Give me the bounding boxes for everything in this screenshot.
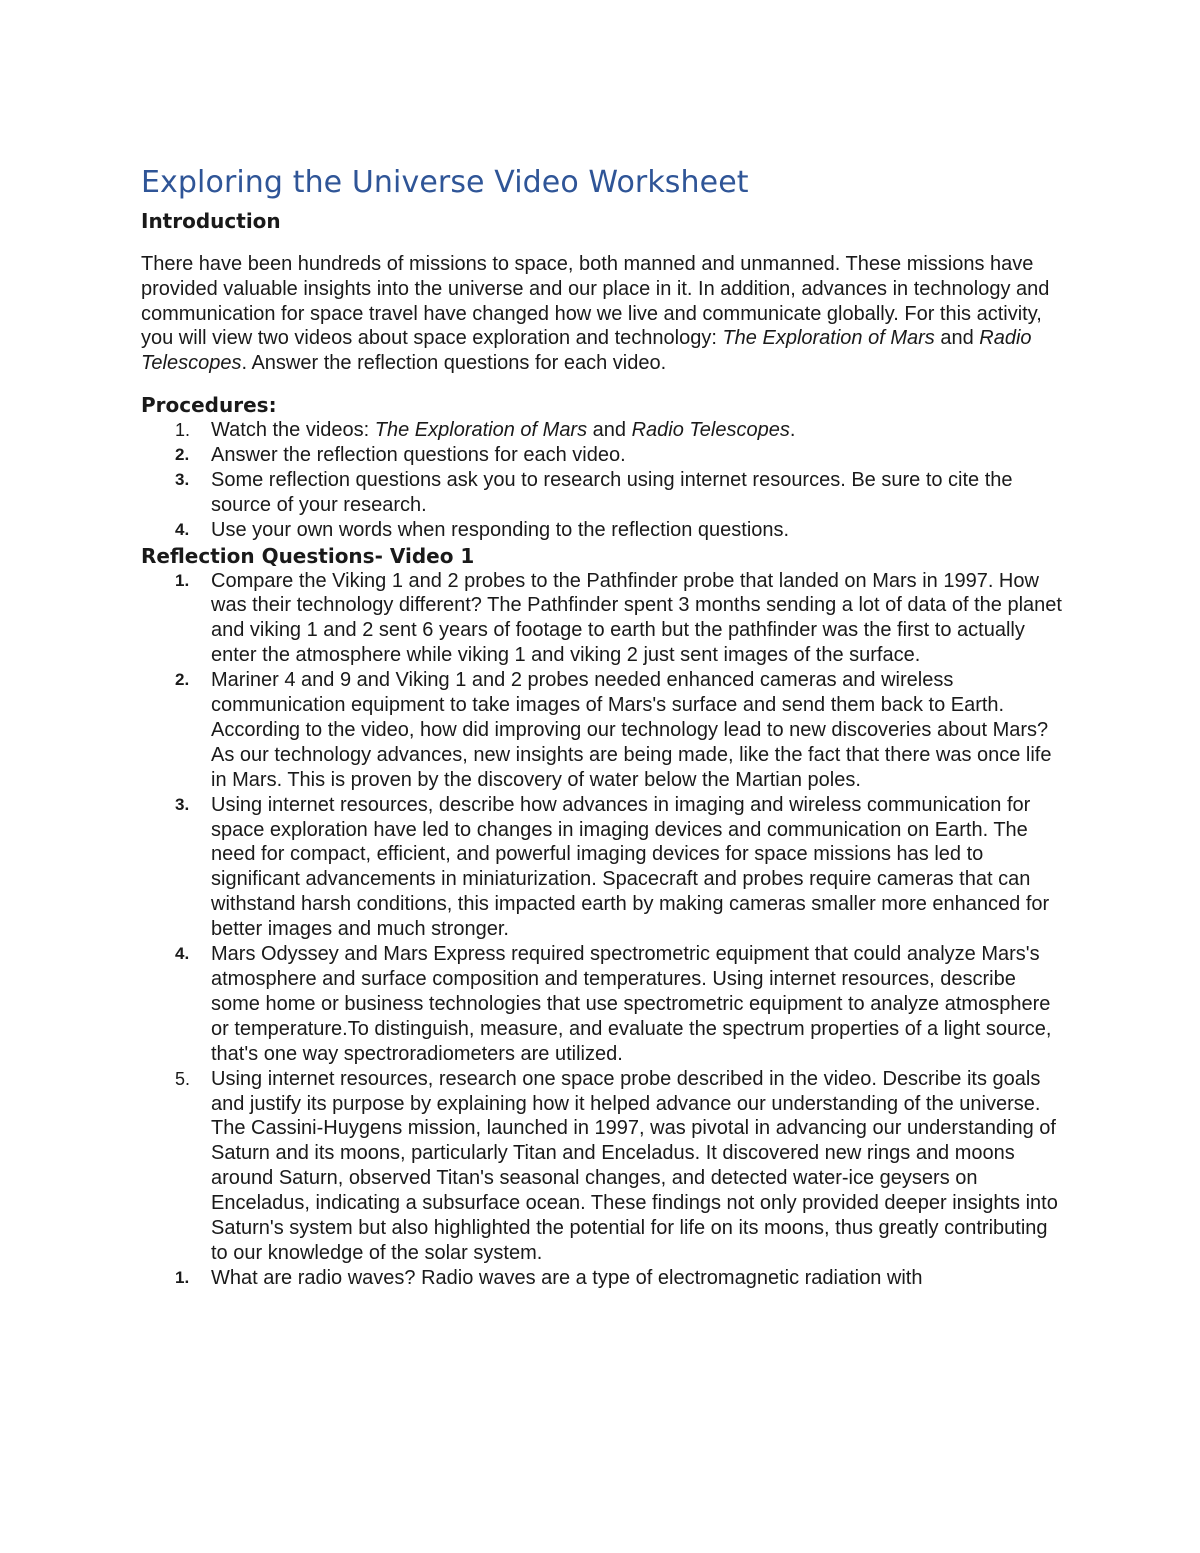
list-number: 4. — [175, 944, 190, 964]
introduction-heading: Introduction — [141, 209, 281, 233]
procedure-item — [141, 443, 1066, 468]
procedures-heading: Procedures: — [141, 392, 277, 417]
reflection-item — [141, 1067, 1066, 1266]
reflection-text: Using internet resources, describe how advances in imaging and wireless communication for space exploration have led to changes in imaging devices and communication on Earth. The need for compact, efficient, and powerful imaging devices for space missions has led to significant advancements in miniaturization. Spacecraft and probes require cameras that can withstand harsh conditions, this impacted earth by making cameras smaller more enhanced for better images and much stronger. — [211, 793, 1050, 941]
list-number: 4. — [175, 519, 190, 539]
reflection-text: What are radio waves? Radio waves are a type of electromagnetic radiation with — [211, 1266, 923, 1289]
reflection-text: Mars Odyssey and Mars Express required spectrometric equipment that could analyze Mars's atmosphere and surface composition and temperatures. Using internet resources, describe some home or business technologies that use spectrometric equipment to analyze atmosphere or temperature.To distinguish, measure, and evaluate the spectrum properties of a light source, that's one way spectroradiometers are utilized. — [211, 943, 1052, 1065]
procedure-text: Use your own words when responding to the reflection questions. — [211, 518, 790, 541]
reflection-heading: Reflection Questions- Video 1 — [141, 543, 475, 568]
reflection-item — [141, 942, 1066, 1067]
list-number: 5. — [175, 1068, 191, 1089]
reflection-list — [141, 569, 1066, 1291]
list-number: 1. — [175, 570, 190, 590]
list-number: 3. — [175, 469, 190, 489]
intro-video2-title: Radio Telescopes — [141, 327, 1032, 375]
reflection-text: Using internet resources, research one space probe described in the video. Describe its goals and justify its purpose by explaining how it helped advance our understanding of the universe. The Cassini-Huygens mission, launched in 1997, was pivotal in advancing our understanding of Saturn and its moons, particularly Titan and Enceladus. It discovered new rings and moons around Saturn, observed Titan's seasonal changes, and detected water-ice geysers on Enceladus, indicating a subsurface ocean. These findings not only provided deeper insights into Saturn's system but also highlighted the potential for life on its moons, thus greatly contributing to our knowledge of the solar system. — [211, 1067, 1058, 1264]
procedure-text: Watch the videos: — [211, 418, 375, 441]
procedure-text: Some reflection questions ask you to research using internet resources. Be sure to cite the source of your research. — [211, 468, 1013, 516]
list-number: 1. — [175, 1267, 190, 1287]
page-title: Exploring the Universe Video Worksheet — [141, 165, 749, 200]
intro-text: There have been hundreds of missions to space, both manned and unmanned. These missions have provided valuable insights into the universe and our place in it. In addition, advances in technology and communication for space travel have changed how we live and communicate globally. For this activity, you will view two videos about space exploration and technology: — [141, 253, 1050, 350]
reflection-item — [141, 1266, 1066, 1291]
procedure-item — [141, 468, 1066, 518]
document-page — [141, 164, 1066, 1291]
list-number: 1. — [175, 419, 191, 440]
procedure-period: . — [789, 418, 796, 441]
procedure-and: and — [587, 418, 632, 441]
list-number: 3. — [175, 794, 190, 814]
introduction-paragraph — [141, 252, 1066, 376]
procedure-video2-title: Radio Telescopes — [631, 418, 790, 441]
intro-text-end: . Answer the reflection questions for each video. — [241, 352, 667, 375]
procedure-video1-title: The Exploration of Mars — [374, 418, 588, 441]
intro-and: and — [934, 327, 980, 350]
reflection-text: Compare the Viking 1 and 2 probes to the Pathfinder probe that landed on Mars in 1997. How was their technology different? The Pathfinder spent 3 months sending a lot of data of the planet and viking 1 and 2 sent 6 years of footage to earth but the pathfinder was the first to actually enter the atmosphere while viking 1 and viking 2 just sent images of the surface. — [211, 569, 1062, 667]
intro-video1-title: The Exploration of Mars — [722, 327, 935, 350]
procedure-text: Answer the reflection questions for each video. — [211, 443, 626, 466]
list-number: 2. — [175, 444, 190, 464]
list-number: 2. — [175, 670, 190, 690]
procedures-list — [141, 418, 1066, 543]
reflection-item — [141, 793, 1066, 942]
reflection-text: Mariner 4 and 9 and Viking 1 and 2 probes needed enhanced cameras and wireless communication equipment to take images of Mars's surface and send them back to Earth. According to the video, how did improving our technology lead to new discoveries about Mars? As our technology advances, new insights are being made, like the fact that there was once life in Mars. This is proven by the discovery of water below the Martian poles. — [211, 669, 1052, 791]
reflection-item — [141, 668, 1066, 793]
procedure-item — [141, 518, 1066, 543]
procedure-item — [141, 418, 1066, 443]
reflection-item — [141, 569, 1066, 669]
